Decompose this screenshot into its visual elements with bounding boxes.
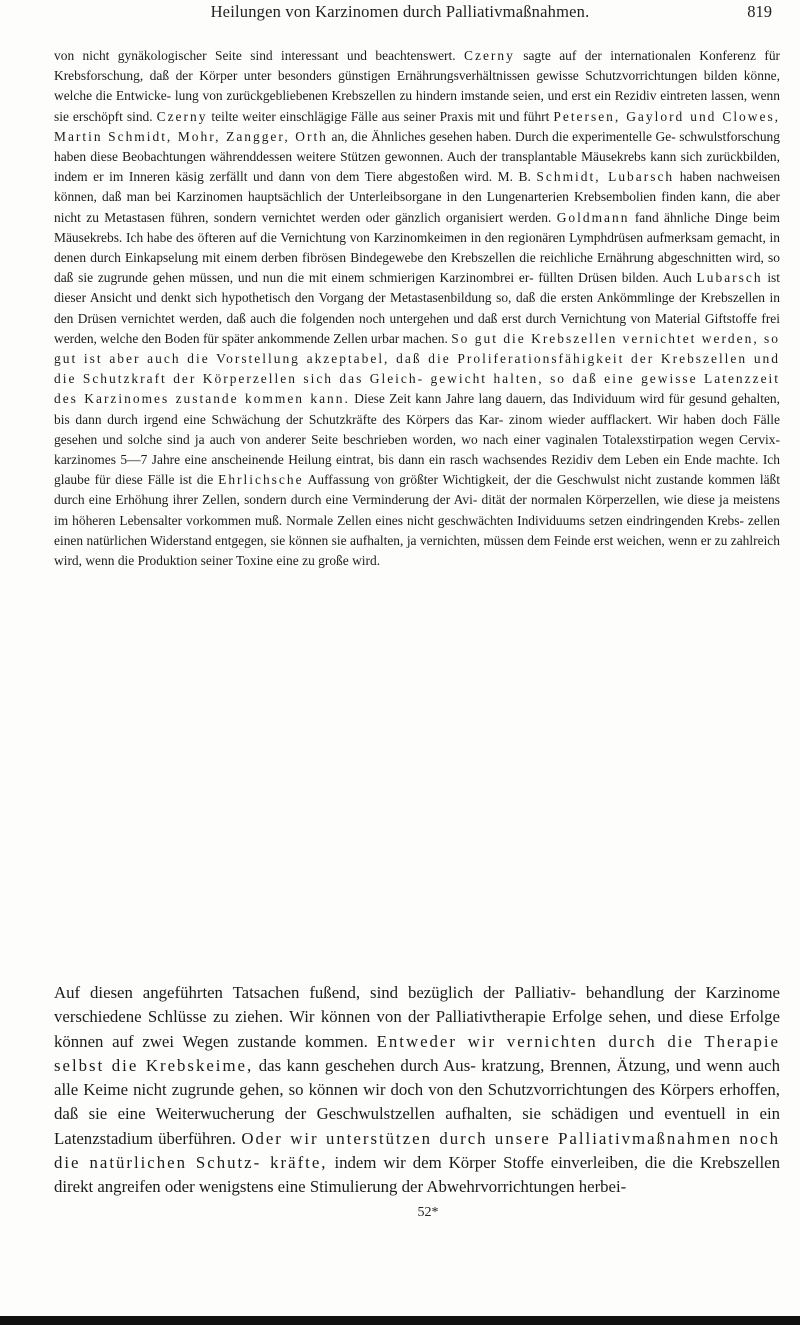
author-name: Czerny — [156, 108, 208, 124]
text-run: sagte auf der internationalen Konferenz für Krebsforschung, daß der Körper unter besonders günstigen Ernährungsverhältnissen gewisse Schutzvorrichtungen bilden könne, welche die Entwicke- lung von zurückgebliebenen Krebszellen zu hindern imstande seien, und erst ein Rezidiv eintreten lassen, wenn sie erschöpft sind. — [54, 48, 781, 124]
text-run: haben nachweisen können, daß man bei Karzinomen hauptsächlich der Unterleibsorgane in den Lungenarterien Krebsembolien finden kann, die aber nicht zu Metastasen führen, sondern vernichtet werden oder gänzlich organisiert werden. — [54, 169, 781, 225]
text-run: fand ähnliche Dinge beim Mäusekrebs. Ich habe des öfteren auf die Vernichtung von Karzinomkeimen in den regionären Lymphdrüsen aufmerksam gemacht, in denen durch Einkapselung mit einem derben fibrösen Bindegewebe den Krebszellen die reichliche Ernährung abgeschnitten wird, so daß sie zugrunde gehen müssen, und nun die mit einem schmierigen Karzinombrei er- füllten Drüsen bilden. Auch — [54, 209, 780, 286]
text-run: an, die Ähnliches gesehen haben. Durch die experimentelle Ge- schwulstforschung haben diese Beobachtungen währenddessen weitere Stützen gewonnen. Auch der transplantable Mäusekrebs kann sich zurückbilden, indem er im Inneren käsig zerfällt und dann von dem Tiere abgestoßen wird. M. B. — [54, 128, 780, 185]
text-run: das kann geschehen durch Aus- kratzung, Brennen, Ätzung, und wenn auch alle Keime nicht zugrunde gehen, so können wir doch von den Schutzvorrichtungen des Körpers erhoffen, daß sie eine Weiterwucherung der Geschwulstzellen aufhalten, sie schädigen und eventuell in ein Latenzstadium überführen. — [54, 1055, 780, 1148]
small-print-paragraph — [54, 46, 780, 571]
text-run: teilte weiter einschlägige Fälle aus seiner Praxis mit und führt — [211, 108, 550, 124]
running-head: Heilungen von Karzinomen durch Palliativmaßnahmen. — [210, 2, 590, 21]
main-paragraph — [54, 981, 780, 1200]
text-run: indem wir dem Körper Stoffe einverleiben, die die Krebszellen direkt angreifen oder wenigstens eine Stimulierung der Abwehrvorrichtungen herbei- — [54, 1153, 780, 1197]
text-run: ist dieser Ansicht und denkt sich hypothetisch den Vorgang der Metastasenbildung so, daß die ersten Ankömmlinge der Krebszellen in den Drüsen vernichtet werden, daß auch die folgenden noch untergehen und daß erst durch Vernichtung von Material Giftstoffe frei werden, welche den Boden für später ankommende Zellen urbar machen. — [54, 270, 781, 346]
author-name: Ehrlichsche — [218, 472, 304, 488]
author-name: Goldmann — [556, 209, 630, 225]
author-name: Lubarsch — [696, 270, 763, 286]
text-run: Auf diesen angeführten Tatsachen fußend, sind bezüglich der Palliativ- behandlung der Karzinome verschiedene Schlüsse zu ziehen. Wir können von der Palliativtherapie Erfolge sehen, und diese Erfolge können auf zwei Wegen zustande kommen. — [54, 983, 780, 1051]
text-run: von nicht gynäkologischer Seite sind interessant und beachtenswert. — [54, 48, 456, 63]
page-number: 819 — [747, 2, 772, 21]
author-names: Petersen, Gaylord und Clowes, Martin Schmidt, Mohr, Zangger, Orth — [54, 108, 781, 144]
author-name: Czerny — [464, 48, 515, 63]
signature-text: 52* — [417, 1205, 439, 1220]
emphasized-passage: Entweder wir vernichten durch die Therapie selbst die Krebskeime, — [54, 1031, 781, 1075]
text-run: Diese Zeit kann Jahre lang dauern, das Individuum wird für gesund gehalten, bis dann durch irgend eine Schwächung der Schutzkräfte des Körpers das Kar- zinom wieder aufflackert. Wir haben doch Fälle gesehen und solche sind ja auch von anderer Seite beschrieben worden, wo nach einer vaginalen Totalexstirpation wegen Cervix- karzinomes 5—7 Jahre eine anscheinende Heilung eintrat, bis dann ein rasch wachsendes Rezidiv dem Leben ein Ende machte. Ich glaube für diese Fälle ist die — [54, 391, 781, 488]
signature-mark — [0, 1205, 800, 1221]
emphasized-passage: So gut die Krebszellen vernichtet werden, so gut ist aber auch die Vorstellung akzeptabel, daß die Proliferationsfähigkeit der Krebszellen und die Schutzkraft der Körperzellen sich das Gleich- gewicht halten, so daß eine gewisse Latenzzeit des Karzinomes zustande kommen kann. — [54, 330, 781, 407]
scan-edge — [0, 1316, 800, 1325]
text-run: Auffassung von größter Wichtigkeit, der die Geschwulst nicht zustande kommen läßt durch eine Erhöhung ihrer Zellen, sondern durch eine Verminderung der Avi- dität der normalen Körperzellen, wie diese ja meistens im höheren Lebensalter vorkommen muß. Normale Zellen eines nicht geschwächten Individuums setzen eindringenden Krebs- zellen einen natürlichen Widerstand entgegen, sie können sie aufhalten, ja vernichten, müssen dem Feinde erst weichen, wenn er zu zahlreich wird, wenn die Produktion seiner Toxine eine zu große wird. — [54, 472, 781, 569]
emphasized-passage: Oder wir unterstützen durch unsere Palliativmaßnahmen noch die natürlichen Schutz- kräfte, — [54, 1128, 781, 1173]
author-names: Schmidt, Lubarsch — [536, 169, 675, 185]
